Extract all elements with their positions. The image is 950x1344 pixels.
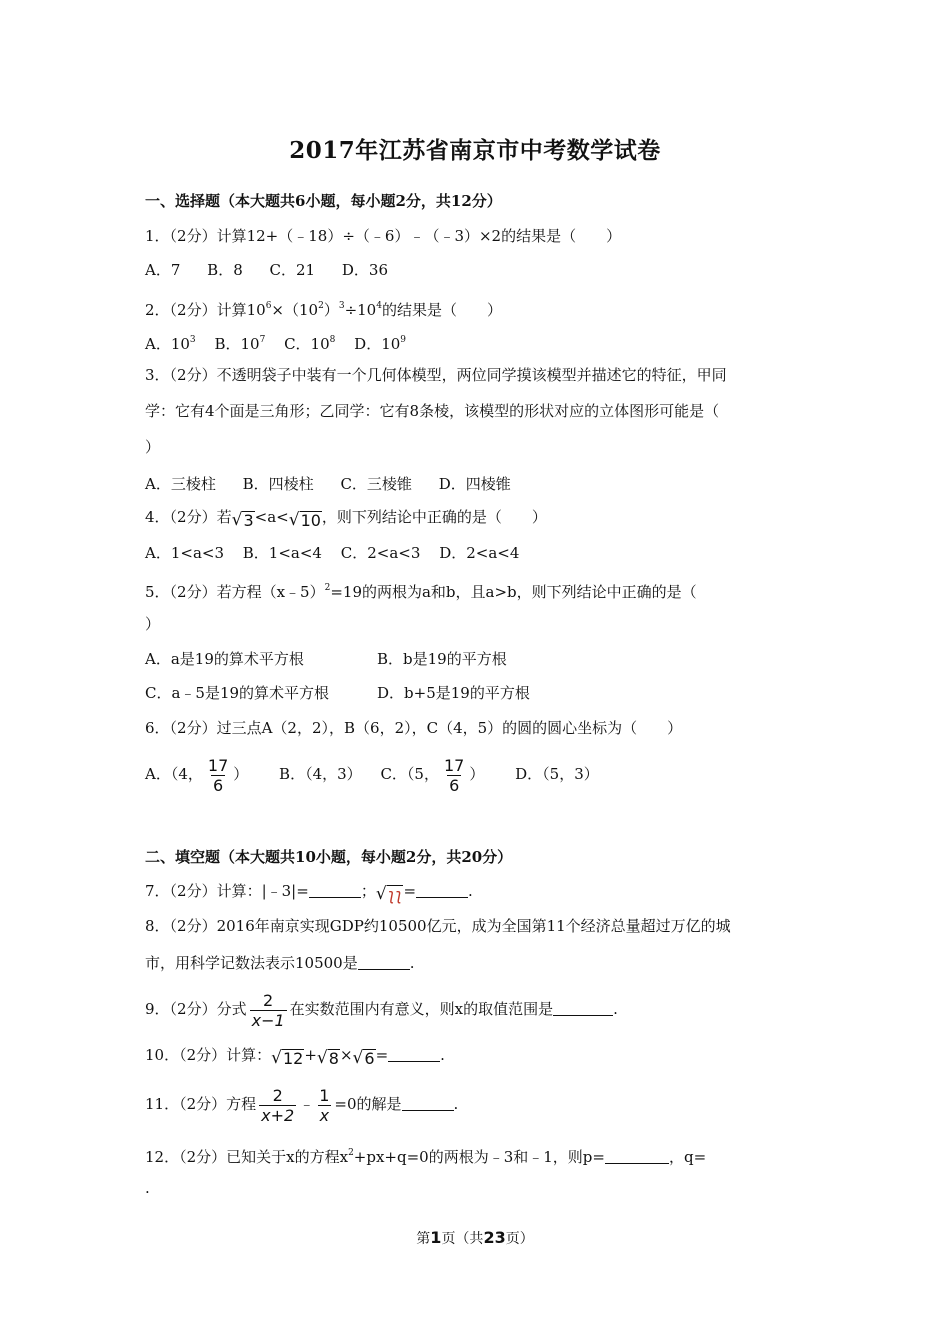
q3-option-c: C．三棱锥 [340,475,412,493]
question-2-stem [145,296,502,320]
page-footer [0,1228,950,1248]
q2-exponent: 6 [265,301,272,311]
q11-text: . [453,1095,459,1113]
fraction: $\frac{2}{x-1}$ [251,990,285,1030]
question-2-options [145,330,428,354]
q2-text: 2．（2分）计算10 [145,301,266,319]
q9-text: 在实数范围内有意义，则x的取值范围是 [289,1000,554,1018]
q6-option-d: D．（5，3） [515,765,599,783]
q2-text: ×（10 [271,301,319,319]
q7-text: . [468,882,473,900]
sqrt-expression: √ 8 [316,1048,339,1068]
section-heading-choice: 一、选择题（本大题共6小题，每小题2分，共12分） [145,192,502,210]
page-number: 1 [430,1228,442,1247]
q12-exponent: 2 [348,1148,354,1158]
q7-text: ； [360,882,376,900]
q3-option-d: D．四棱锥 [438,475,511,493]
question-6-options [145,750,621,798]
q10-text: + [304,1046,317,1064]
total-pages: 23 [483,1228,506,1247]
answer-blank [402,1096,454,1111]
sqrt-expression: √ 12 [271,1048,304,1068]
q2-option-c: C．$10^8$ [284,335,336,353]
footer-text: 页（共 [441,1231,484,1247]
q4-text: ，则下列结论中正确的是（ ） [321,508,547,526]
question-4-options [145,543,541,563]
fraction: $\frac{2}{x+2}$ [261,1085,295,1125]
q10-text: × [339,1046,353,1064]
paper-title: 2017年江苏省南京市中考数学试卷 [289,137,661,164]
q4-option-b: B．1<a<4 [242,544,322,562]
q7-text: 7．（2分）计算：|﹣3|= [145,882,309,900]
answer-blank [605,1149,669,1164]
sqrt-expression: √ 10 [288,510,321,530]
question-8-line-2 [145,953,415,973]
question-10-stem [145,1045,445,1068]
answer-blank [358,955,410,970]
question-5-stem [145,578,697,602]
q2-exponent: 3 [338,301,345,311]
answer-blank [553,1001,613,1016]
question-12-line-2: . [145,1179,150,1197]
q5-text: 5．（2分）若方程（x﹣5） [145,583,325,601]
question-7-stem [145,881,473,904]
q12-text: +px+q=0的两根为﹣3和﹣1，则p= [353,1148,605,1166]
q12-text: 12．（2分）已知关于x的方程x [145,1148,349,1166]
question-4-stem [145,507,547,530]
q2-text: ÷10 [344,301,377,319]
fraction: $\frac{17}{6}$ [443,755,465,795]
q3-option-a: A．三棱柱 [145,475,216,493]
q11-text: ﹣ [299,1095,315,1113]
q2-text: 的结果是（ ） [381,301,502,319]
question-11-stem [145,1081,458,1127]
q2-exponent: 2 [318,301,324,311]
sqrt-expression: √ 6 [352,1048,375,1068]
q5-exponent: 2 [324,583,331,593]
fraction: $\frac{1}{x}$ [319,1085,330,1125]
q3-option-b: B．四棱柱 [242,475,314,493]
question-3-line-3: ） [145,438,161,456]
q4-option-a: A．1<a<3 [145,544,224,562]
q1-option-d: D．36 [341,261,389,279]
question-5-line-2: ） [145,615,161,633]
answer-blank [309,883,361,898]
question-9-stem [145,986,618,1032]
question-3-line-1: 3．（2分）不透明袋子中装有一个几何体模型，两位同学摸该模型并描述它的特征，甲同 [145,366,727,384]
q8-text: . [409,954,415,972]
question-3-line-2: 学：它有4个面是三角形；乙同学：它有8条棱，该模型的形状对应的立体图形可能是（ [145,402,720,420]
answer-blank [416,883,468,898]
q9-text: 9．（2分）分式 [145,1000,247,1018]
q10-text: = [375,1046,389,1064]
q4-option-c: C．2<a<3 [340,544,421,562]
q11-text: 11．（2分）方程 [145,1095,257,1113]
q8-text: 市，用科学记数法表示10500是 [145,954,358,972]
q6-option-b: B．（4，3） [279,765,362,783]
question-1-options [145,260,410,280]
q1-option-a: A．7 [145,261,181,279]
fraction: $\frac{17}{6}$ [207,755,229,795]
q5-text: =19的两根为a和b，且a>b，则下列结论中正确的是（ [330,583,697,601]
q2-option-d: D．$10^9$ [354,335,407,353]
q2-option-a: A．$10^3$ [145,335,196,353]
q4-text: <a< [254,508,289,526]
question-6-stem: 6．（2分）过三点A（2，2），B（6，2），C（4，5）的圆的圆心坐标为（ ） [145,719,683,737]
q5-option-b: B．b是19的平方根 [377,650,507,668]
q7-text: = [403,882,417,900]
footer-text: 页） [505,1231,534,1247]
question-8-line-1: 8．（2分）2016年南京实现GDP约10500亿元，成为全国第11个经济总量超过万亿的城 [145,917,731,935]
q10-text: 10．（2分）计算： [145,1046,272,1064]
q10-text: . [440,1046,445,1064]
q2-exponent: 4 [376,301,382,311]
q5-option-a: A．a是19的算术平方根 [145,650,304,668]
q12-text: ，q= [668,1148,707,1166]
q5-option-d: D．b+5是19的平方根 [377,684,530,702]
sqrt-expression: √ 3 [231,510,254,530]
section-heading-fill: 二、填空题（本大题共10小题，每小题2分，共20分） [145,848,513,866]
q6-option-c: C．（5， $\frac{17}{6}$ ） [380,755,485,795]
question-3-options [145,474,533,494]
q5-option-c: C．a﹣5是19的算术平方根 [145,684,330,702]
question-12-stem [145,1143,706,1167]
question-5-options-row-2 [145,683,530,703]
sqrt-expression: √ ʅʅ [375,884,403,904]
q4-text: 4．（2分）若 [145,508,232,526]
question-1-stem: 1．（2分）计算12+（﹣18）÷（﹣6）﹣（﹣3）×2的结果是（ ） [145,227,622,245]
footer-text: 第 [416,1231,431,1247]
q2-option-b: B．$10^7$ [214,335,266,353]
question-5-options-row-1 [145,649,507,669]
q4-option-d: D．2<a<4 [439,544,520,562]
q1-option-b: B．8 [207,261,243,279]
q11-text: =0的解是 [334,1095,402,1113]
answer-blank [388,1047,440,1062]
q2-text: ） [323,301,339,319]
q1-option-c: C．21 [269,261,316,279]
q6-option-a: A．（4， $\frac{17}{6}$ ） [145,755,249,795]
q9-text: . [613,1000,618,1018]
